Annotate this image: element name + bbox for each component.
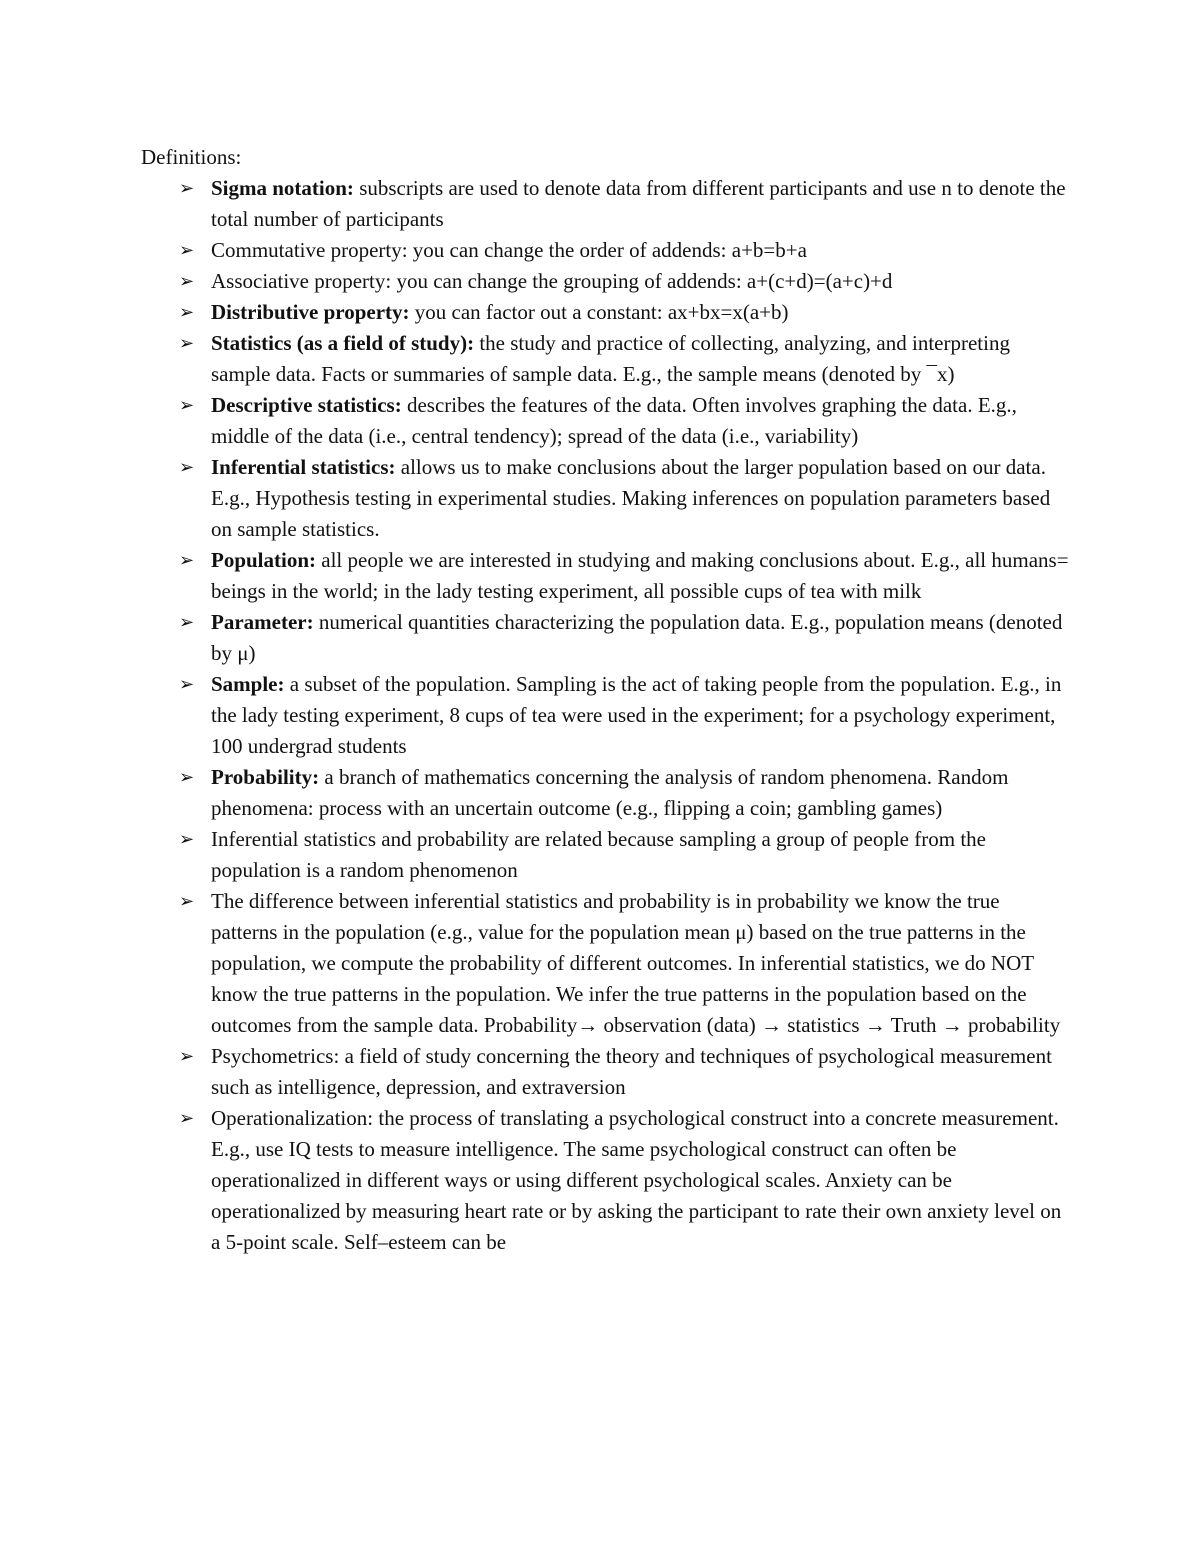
definition-text: describes the features of the data. Often involves graphing the data. E.g., middle of the data (i.e., central tendency); spread of the data (i.e., variability) (211, 393, 1017, 448)
arrowhead-bullet-icon: ➢ (179, 457, 195, 478)
definition-item (141, 545, 1071, 607)
arrowhead-bullet-icon: ➢ (179, 550, 195, 571)
arrowhead-bullet-icon: ➢ (179, 767, 195, 788)
definition-text: Operationalization: the process of translating a psychological construct into a concrete measurement. E.g., use IQ tests to measure intelligence. The same psychological construct can often be operationalized in different ways or using different psychological scales. Anxiety can be operationalized by measuring heart rate or by asking the participant to rate their own anxiety level on a 5-point scale. Self–esteem can be (211, 1106, 1062, 1254)
definition-text: Associative property: you can change the grouping of addends: a+(c+d)=(a+c)+d (211, 269, 893, 293)
definition-term: Population: (211, 548, 317, 572)
arrowhead-bullet-icon: ➢ (179, 302, 195, 323)
arrowhead-bullet-icon: ➢ (179, 395, 195, 416)
page-content (141, 142, 1071, 1258)
definition-item (141, 886, 1071, 1041)
definition-item (141, 669, 1071, 762)
arrowhead-bullet-icon: ➢ (179, 1108, 195, 1129)
definition-text: allows us to make conclusions about the larger population based on our data. E.g., Hypothesis testing in experimental studies. Making inferences on population parameters based on sample statistics. (211, 455, 1051, 541)
definition-item (141, 1103, 1071, 1258)
definition-item (141, 297, 1071, 328)
definition-text: Psychometrics: a field of study concerning the theory and techniques of psychological measurement such as intelligence, depression, and extraversion (211, 1044, 1052, 1099)
definition-term: Sample: (211, 672, 285, 696)
arrowhead-bullet-icon: ➢ (179, 333, 195, 354)
definition-item (141, 328, 1071, 390)
definition-text: Commutative property: you can change the order of addends: a+b=b+a (211, 238, 807, 262)
definition-text: all people we are interested in studying and making conclusions about. E.g., all humans= beings in the world; in the lady testing experiment, all possible cups of tea with milk (211, 548, 1069, 603)
definition-item (141, 235, 1071, 266)
arrowhead-bullet-icon: ➢ (179, 829, 195, 850)
definition-text: Inferential statistics and probability are related because sampling a group of people from the population is a random phenomenon (211, 827, 986, 882)
definition-term: Sigma notation: (211, 176, 354, 200)
arrowhead-bullet-icon: ➢ (179, 891, 195, 912)
definition-item (141, 452, 1071, 545)
definition-text: a branch of mathematics concerning the analysis of random phenomena. Random phenomena: process with an uncertain outcome (e.g., flipping a coin; gambling games) (211, 765, 1009, 820)
definition-term: Distributive property: (211, 300, 410, 324)
arrowhead-bullet-icon: ➢ (179, 240, 195, 261)
definition-term: Descriptive statistics: (211, 393, 402, 417)
definition-item (141, 1041, 1071, 1103)
definition-item (141, 824, 1071, 886)
definition-item (141, 762, 1071, 824)
definition-term: Inferential statistics: (211, 455, 396, 479)
definition-item (141, 173, 1071, 235)
definition-text: a subset of the population. Sampling is the act of taking people from the population. E.g., in the lady testing experiment, 8 cups of tea were used in the experiment; for a psychology experiment, 100 undergrad students (211, 672, 1062, 758)
definition-text: subscripts are used to denote data from different participants and use n to denote the total number of participants (211, 176, 1066, 231)
definition-item (141, 607, 1071, 669)
definition-text: you can factor out a constant: ax+bx=x(a+b) (409, 300, 789, 324)
definition-item (141, 266, 1071, 297)
definition-term: Probability: (211, 765, 320, 789)
arrowhead-bullet-icon: ➢ (179, 612, 195, 633)
definition-term: Statistics (as a field of study): (211, 331, 475, 355)
definition-text: numerical quantities characterizing the population data. E.g., population means (denoted by μ) (211, 610, 1063, 665)
definition-text: the study and practice of collecting, analyzing, and interpreting sample data. Facts or summaries of sample data. E.g., the sample means (denoted by ¯x) (211, 331, 1010, 386)
definition-term: Parameter: (211, 610, 314, 634)
arrowhead-bullet-icon: ➢ (179, 178, 195, 199)
definition-text: The difference between inferential statistics and probability is in probability we know the true patterns in the population (e.g., value for the population mean μ) based on the true patterns in the population, we compute the probability of different outcomes. In inferential statistics, we do NOT know the true patterns in the population. We infer the true patterns in the population based on the outcomes from the sample data. Probability→ observation (data) → statistics → Truth → probability (211, 889, 1061, 1037)
definition-item (141, 390, 1071, 452)
section-heading: Definitions: (141, 145, 242, 169)
arrowhead-bullet-icon: ➢ (179, 674, 195, 695)
arrowhead-bullet-icon: ➢ (179, 271, 195, 292)
arrowhead-bullet-icon: ➢ (179, 1046, 195, 1067)
definitions-list (141, 173, 1071, 1258)
